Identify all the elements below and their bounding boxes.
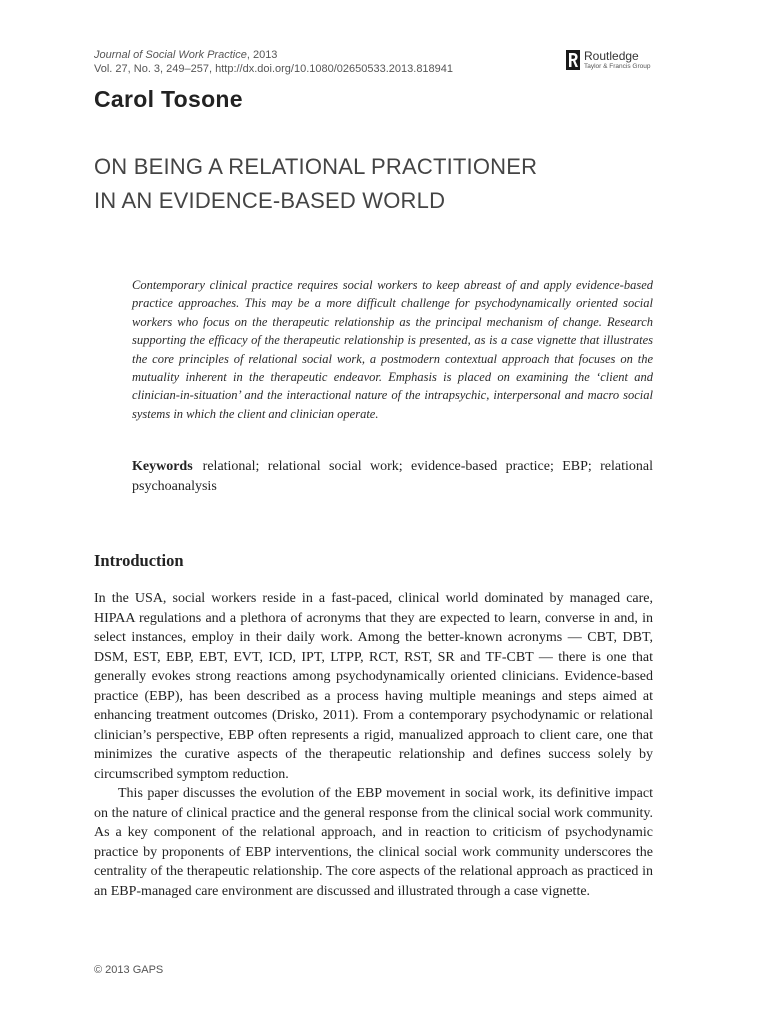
- publisher-logo: [566, 50, 650, 71]
- routledge-r-logo-icon: [566, 50, 580, 70]
- journal-citation: Vol. 27, No. 3, 249–257, http://dx.doi.org/10.1080/02650533.2013.818941: [94, 63, 454, 75]
- copyright: © 2013 GAPS: [94, 964, 164, 976]
- journal-year: , 2013: [246, 49, 278, 61]
- journal-header: [94, 48, 453, 76]
- keywords-label: Keywords: [132, 459, 193, 474]
- article-title: [94, 150, 694, 218]
- article-title-line-1: ON BEING A RELATIONAL PRACTITIONER: [94, 154, 538, 179]
- journal-name: Journal of Social Work Practice: [94, 49, 247, 61]
- keywords-text: relational; relational social work; evidence-based practice; EBP; relational psychoanalysis: [132, 459, 653, 494]
- keywords: [132, 457, 653, 497]
- paragraph: This paper discusses the evolution of the EBP movement in social work, its definitive impact on the nature of clinical practice and the general response from the clinical social work community. As a key component of the relational approach, and in reaction to criticism of psychodynamic practice by proponents of EBP interventions, the clinical social work community underscores the centrality of the therapeutic relationship. The core aspects of the relational approach as practiced in an EBP-managed care environment are discussed and illustrated through a case vignette.: [94, 786, 653, 899]
- paragraph: In the USA, social workers reside in a fast-paced, clinical world dominated by managed care, HIPAA regulations and a plethora of acronyms that they are expected to learn, converse in and, in select instances, employ in their daily work. Among the better-known acronyms — CBT, DBT, DSM, EST, EBP, EBT, EVT, ICD, IPT, LTPP, RCT, RST, SR and TF-CBT — there is one that generally evokes strong reactions among psychodynamically oriented clinicians. Evidence-based practice (EBP), has been described as a process having multiple meanings and steps aimed at enhancing treatment outcomes (Drisko, 2011). From a contemporary psychodynamic or relational clinician’s perspective, EBP often represents a rigid, manualized approach to client care, one that minimizes the curative aspects of the therapeutic relationship and defines success solely by circumscribed symptom reduction.: [94, 591, 653, 782]
- abstract: Contemporary clinical practice requires social workers to keep abreast of and apply evidence-based practice approaches. This may be a more difficult challenge for psychodynamically oriented social workers who focus on the therapeutic relationship as the principal mechanism of change. Research supporting the efficacy of the therapeutic relationship is presented, as is a case vignette that illustrates the core principles of relational social work, a postmodern contextual approach that focuses on the mutuality inherent in the therapeutic endeavor. Emphasis is placed on examining the ‘client and clinician-in-situation’ and the interactional nature of the intrapsychic, interpersonal and macro social systems in which the client and clinician operate.: [132, 278, 653, 421]
- journal-name-line: [94, 48, 453, 62]
- article-title-line-2: IN AN EVIDENCE-BASED WORLD: [94, 188, 446, 213]
- body-text: [94, 589, 653, 901]
- section-heading: Introduction: [94, 551, 184, 570]
- publisher-name: Routledge: [584, 49, 639, 63]
- publisher-subtitle: Taylor & Francis Group: [584, 63, 651, 70]
- author-name: Carol Tosone: [94, 86, 243, 112]
